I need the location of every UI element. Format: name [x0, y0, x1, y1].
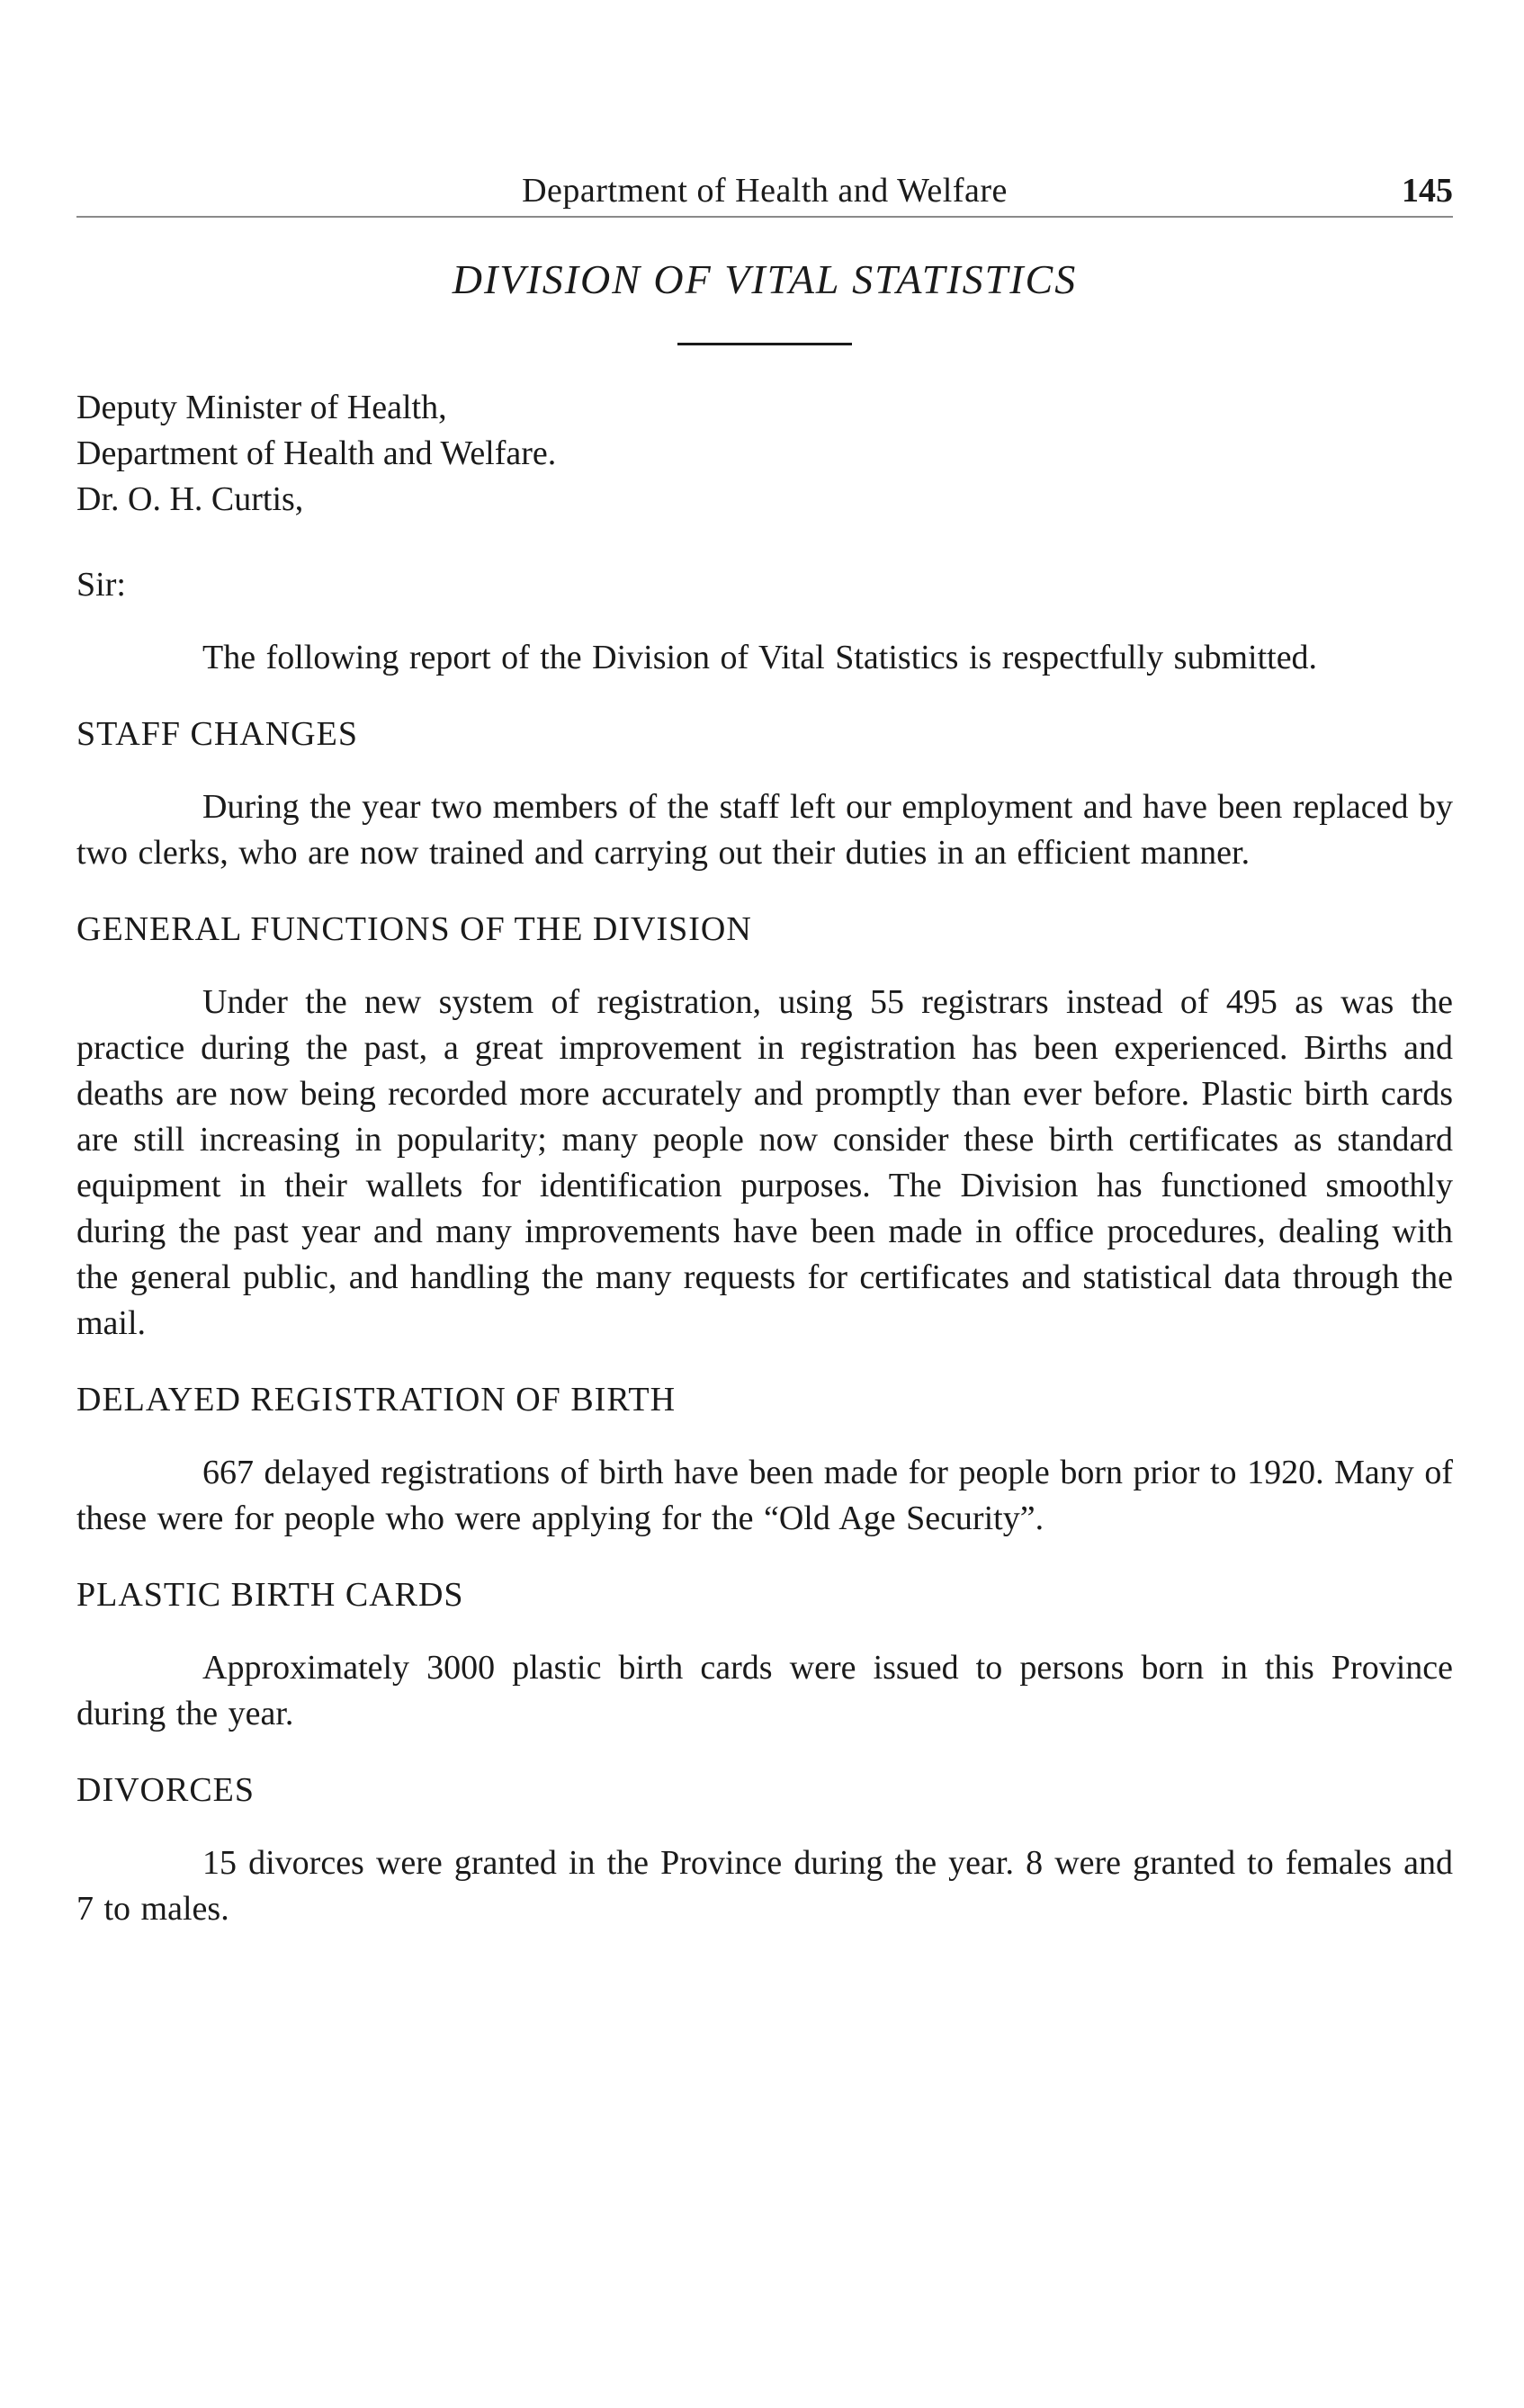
section-paragraph: Under the new system of registration, using 55 registrars instead of 495 as was the practice during the past, a great improvement in registration has been experienced. Births and deaths are now being recorded more accurately and promptly than ever before. Plastic birth cards are still increasing in popularity; many people now consider these birth certificates as standard equipment in their wallets for identification purposes. The Division has functioned smoothly during the past year and many improvements have been made in office procedures, dealing with the general public, and handling the many requests for certificates and statistical data through the mail.	[76, 983, 1453, 1342]
section-heading: PLASTIC BIRTH CARDS	[76, 1576, 464, 1614]
section-staff-changes	[76, 712, 1453, 876]
salutation: Sir:	[76, 566, 126, 604]
addressee-block	[76, 385, 1453, 523]
section-paragraph: 667 delayed registrations of birth have been made for people born prior to 1920. Many of these were for people who were applying for the “Old Age Security”.	[76, 1454, 1453, 1537]
section-divorces	[76, 1768, 1453, 1932]
section-paragraph: During the year two members of the staff left our employment and have been replaced by two clerks, who are now trained and carrying out their duties in an efficient manner.	[76, 788, 1453, 872]
document-page	[76, 162, 1453, 1932]
title-rule-divider	[677, 343, 852, 345]
section-paragraph: Approximately 3000 plastic birth cards were issued to persons born in this Province during the year.	[76, 1649, 1453, 1732]
section-paragraph: 15 divorces were granted in the Province during the year. 8 were granted to females and 7 to males.	[76, 1844, 1453, 1928]
section-heading: DIVORCES	[76, 1771, 255, 1809]
intro-paragraph: The following report of the Division of Vital Statistics is respectfully submitted.	[202, 639, 1318, 676]
addressee-line: Department of Health and Welfare.	[76, 434, 557, 472]
addressee-line: Dr. O. H. Curtis,	[76, 480, 304, 518]
section-heading: GENERAL FUNCTIONS OF THE DIVISION	[76, 910, 752, 948]
section-heading: STAFF CHANGES	[76, 715, 358, 753]
division-title: DIVISION OF VITAL STATISTICS	[452, 256, 1078, 302]
running-title: Department of Health and Welfare	[522, 172, 1008, 210]
section-general-functions	[76, 907, 1453, 1347]
addressee-line: Deputy Minister of Health,	[76, 389, 447, 426]
running-header	[76, 162, 1453, 218]
page-number: 145	[1402, 172, 1453, 210]
section-heading: DELAYED REGISTRATION OF BIRTH	[76, 1381, 677, 1419]
section-delayed-registration	[76, 1377, 1453, 1542]
section-plastic-birth-cards	[76, 1572, 1453, 1737]
